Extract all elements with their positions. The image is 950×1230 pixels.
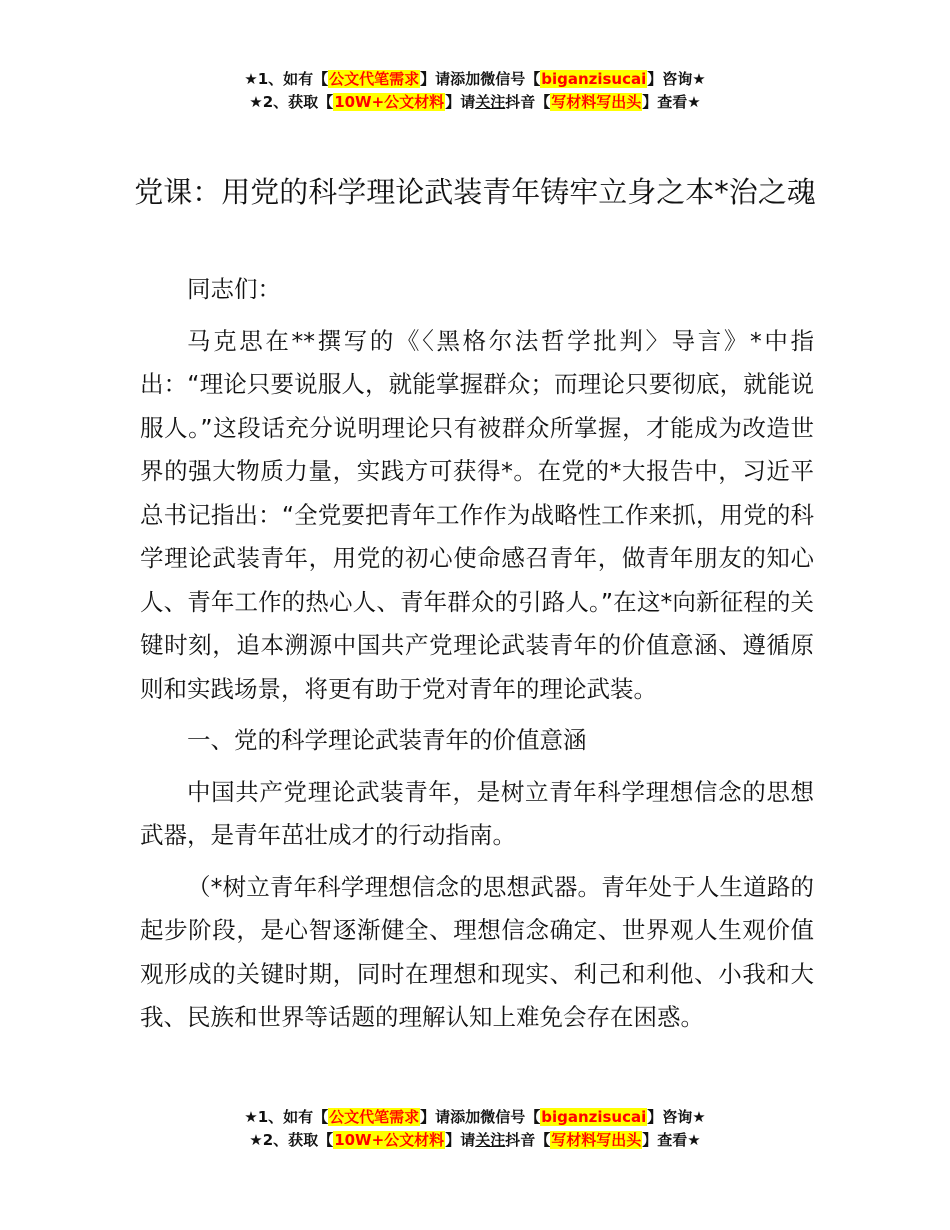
header-banner (0, 68, 950, 114)
banner-line-2: ★2、获取【10W+公文材料】请关注抖音【写材料写出头】查看★ (249, 93, 701, 111)
banner-highlight: biganzisucai (541, 1108, 647, 1126)
document-body (140, 268, 814, 1048)
banner-highlight: 公文代笔需求 (329, 70, 420, 88)
greeting: 同志们： (187, 275, 281, 303)
banner-highlight: 10W+公文材料 (334, 1131, 445, 1149)
banner-line-1: ★1、如有【公文代笔需求】请添加微信号【biganzisucai】咨询★ (244, 70, 706, 88)
banner-highlight: 写材料写出头 (551, 93, 642, 111)
banner-highlight: 10W+公文材料 (334, 93, 445, 111)
document-title: 党课：用党的科学理论武装青年铸牢立身之本*治之魂 (134, 175, 816, 209)
banner-highlight: 写材料写出头 (551, 1131, 642, 1149)
body-paragraph: （*树立青年科学理想信念的思想武器。青年处于人生道路的起步阶段，是心智逐渐健全、理想信念确定、世界观人生观价值观形成的关键时期，同时在理想和现实、利己和利他、小我和大我、民族和世界等话题的理解认知上难免会存在困惑。 (140, 872, 814, 1031)
footer-banner (0, 1106, 950, 1152)
banner-line-1: ★1、如有【公文代笔需求】请添加微信号【biganzisucai】咨询★ (244, 1108, 706, 1126)
banner-highlight: biganzisucai (541, 70, 647, 88)
body-paragraph: 马克思在**撰写的《〈黑格尔法哲学批判〉导言》*中指出：“理论只要说服人，就能掌握群众；而理论只要彻底，就能说服人。”这段话充分说明理论只有被群众所掌握，才能成为改造世界的强大物质力量，实践方可获得*。在党的*大报告中，习近平总书记指出：“全党要把青年工作作为战略性工作来抓，用党的科学理论武装青年，用党的初心使命感召青年，做青年朋友的知心人、青年工作的热心人、青年群众的引路人。”在这*向新征程的关键时刻，追本溯源中国共产党理论武装青年的价值意涵、遵循原则和实践场景，将更有助于党对青年的理论武装。 (140, 326, 814, 703)
banner-highlight: 公文代笔需求 (329, 1108, 420, 1126)
body-paragraph: 中国共产党理论武装青年，是树立青年科学理想信念的思想武器，是青年茁壮成才的行动指南。 (140, 777, 814, 849)
section-heading: 一、党的科学理论武装青年的价值意涵 (187, 726, 587, 754)
banner-line-2: ★2、获取【10W+公文材料】请关注抖音【写材料写出头】查看★ (249, 1131, 701, 1149)
